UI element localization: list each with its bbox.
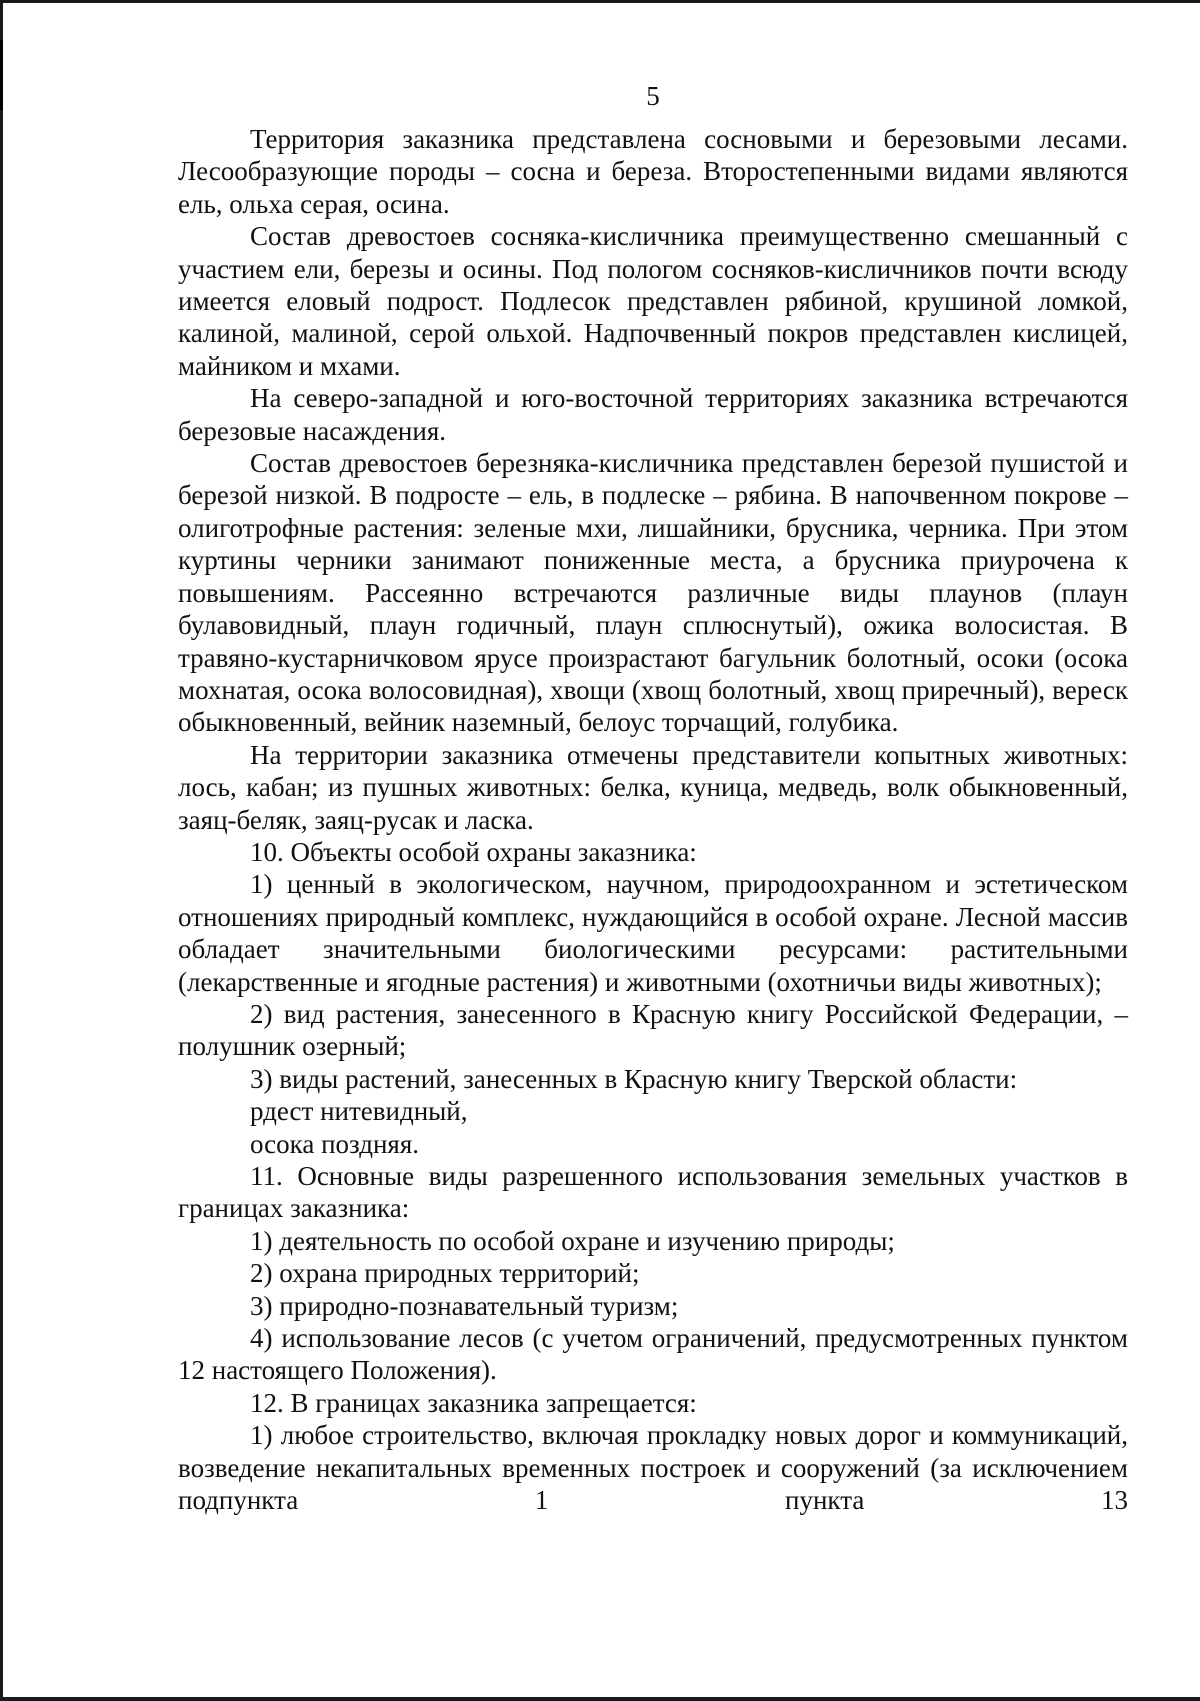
list-item: 3) природно-познавательный туризм; <box>250 1290 679 1321</box>
document-body <box>178 123 1128 1516</box>
list-item: 1) деятельность по особой охране и изучению природы; <box>250 1225 895 1256</box>
list-item: 1) любое строительство, включая прокладку новых дорог и коммуникаций, возведение некапитальных временных построек и сооружений (за исключением подпункта 1 пункта 13 <box>178 1420 1128 1516</box>
list-item: 4) использование лесов (с учетом ограничений, предусмотренных пунктом 12 настоящего Положения). <box>178 1323 1128 1386</box>
scan-edge-left <box>0 0 3 1701</box>
section-heading: 12. В границах заказника запрещается: <box>250 1387 697 1418</box>
section-heading: 10. Объекты особой охраны заказника: <box>250 836 697 867</box>
paragraph: На северо-западной и юго-восточной территориях заказника встречаются березовые насаждения. <box>178 383 1128 446</box>
scan-edge-bottom <box>0 1697 1200 1701</box>
list-item: 3) виды растений, занесенных в Красную книгу Тверской области: <box>250 1063 1018 1094</box>
list-item: осока поздняя. <box>250 1128 420 1159</box>
section-heading: 11. Основные виды разрешенного использования земельных участков в границах заказника: <box>178 1161 1128 1224</box>
paragraph: Территория заказника представлена сосновыми и березовыми лесами. Лесообразующие породы – сосна и береза. Второстепенными видами являются ель, ольха серая, осина. <box>178 124 1128 219</box>
list-item: рдест нитевидный, <box>250 1096 468 1127</box>
list-item: 1) ценный в экологическом, научном, природоохранном и эстетическом отношениях природный комплекс, нуждающийся в особой охране. Лесной массив обладает значительными биологическими ресурсами: растительными (лекарственные и ягодные растения) и животными (охотничьи виды животных); <box>178 869 1128 997</box>
list-item: 2) вид растения, занесенного в Красную книгу Российской Федерации, – полушник озерный; <box>178 998 1128 1062</box>
scan-edge-top <box>0 0 1200 3</box>
paragraph: На территории заказника отмечены представители копытных животных: лось, кабан; из пушных животных: белка, куница, медведь, волк обыкновенный, заяц-беляк, заяц-русак и ласка. <box>178 739 1128 835</box>
paragraph: Состав древостоев березняка-кисличника представлен березой пушистой и березой низкой. В подросте – ель, в подлеске – рябина. В напочвенном покрове – олиготрофные растения: зеленые мхи, лишайники, брусника, черника. При этом куртины черники занимают пониженные места, а брусника приурочена к повышениям. Рассеянно встречаются различные виды плаунов (плаун булавовидный, плаун годичный, плаун сплюснутый), ожика волосистая. В травяно-кустарничковом ярусе произрастают багульник болотный, осоки (осока мохнатая, осока волосовидная), хвощи (хвощ болотный, хвощ приречный), вереск обыкновенный, вейник наземный, белоус торчащий, голубика. <box>178 448 1128 738</box>
paragraph: Состав древостоев сосняка-кисличника преимущественно смешанный с участием ели, березы и осины. Под пологом сосняков-кисличников почти всюду имеется еловый подрост. Подлесок представлен рябиной, крушиной ломкой, калиной, малиной, серой ольхой. Надпочвенный покров представлен кислицей, майником и мхами. <box>178 221 1128 381</box>
page-number: 5 <box>646 81 660 111</box>
list-item: 2) охрана природных территорий; <box>250 1258 640 1289</box>
